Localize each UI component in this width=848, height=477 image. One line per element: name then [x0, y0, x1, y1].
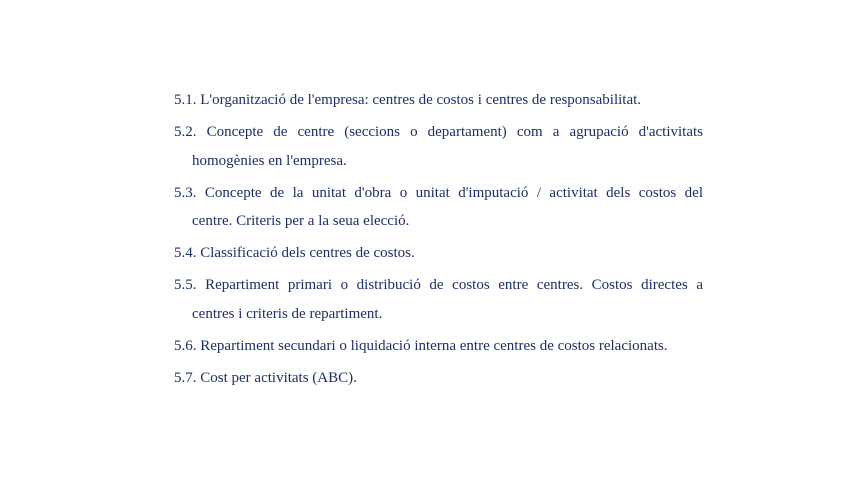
item-text: 5.5. Repartiment primari o distribució de costos entre centres. Costos directes a	[174, 277, 703, 293]
list-item-5-4	[174, 239, 703, 268]
list-item-5-2	[174, 118, 703, 175]
list-item-5-3	[174, 179, 703, 236]
item-text-continuation: centres i criteris de repartiment.	[192, 305, 383, 322]
list-item-5-6	[174, 332, 703, 361]
item-text: 5.6. Repartiment secundari o liquidació interna entre centres de costos relacionats.	[174, 337, 668, 354]
list-item-5-7	[174, 364, 703, 393]
item-text: 5.2. Concepte de centre (seccions o departament) com a agrupació d'activitats	[174, 124, 703, 140]
list-item-5-1	[174, 86, 703, 115]
list-item-5-5	[174, 271, 703, 328]
topic-list	[174, 86, 703, 392]
item-text: 5.1. L'organització de l'empresa: centres de costos i centres de responsabilitat.	[174, 92, 642, 108]
item-text-continuation: centre. Criteris per a la seua elecció.	[192, 213, 410, 229]
item-text: 5.4. Classificació dels centres de costos.	[174, 245, 415, 261]
item-text: 5.3. Concepte de la unitat d'obra o unitat d'imputació / activitat dels costos del	[174, 184, 703, 201]
item-text: 5.7. Cost per activitats (ABC).	[174, 369, 357, 386]
item-text-continuation: homogènies en l'empresa.	[192, 152, 347, 169]
